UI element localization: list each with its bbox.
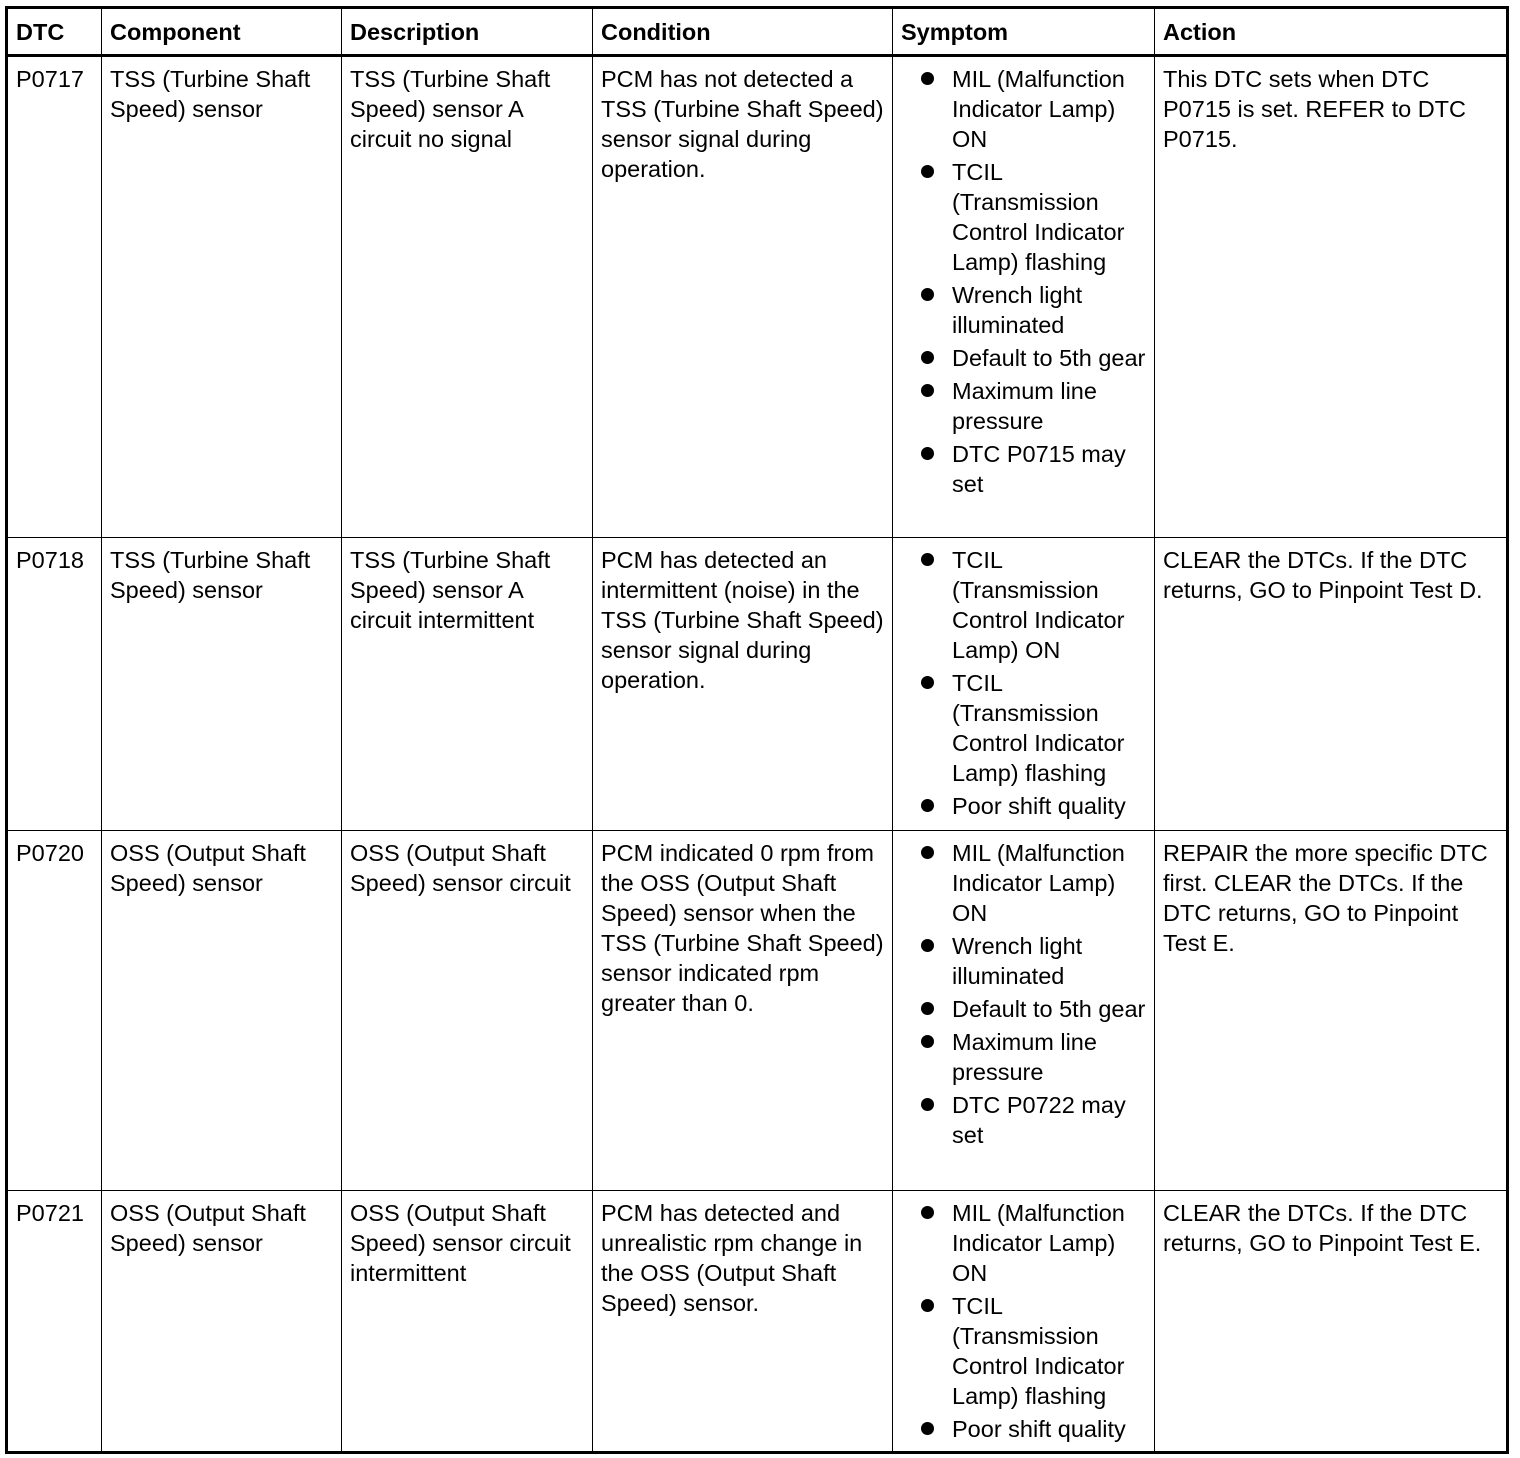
symptom-item	[901, 343, 1146, 373]
component-cell: OSS (Output Shaft Speed) sensor	[102, 831, 342, 1191]
dtc-table-container	[5, 6, 1509, 1454]
bullet-icon	[921, 165, 934, 178]
bullet-icon	[921, 799, 934, 812]
symptom-item	[901, 376, 1146, 436]
symptom-text: Maximum line pressure	[952, 1029, 1097, 1085]
symptom-text: Default to 5th gear	[952, 345, 1146, 371]
action-cell: REPAIR the more specific DTC first. CLEAR the DTCs. If the DTC returns, GO to Pinpoint Test E.	[1155, 831, 1508, 1191]
header-dtc: DTC	[7, 8, 102, 56]
symptom-item	[901, 439, 1146, 499]
header-symptom: Symptom	[893, 8, 1155, 56]
symptom-list	[901, 838, 1146, 1150]
symptom-cell	[893, 831, 1155, 1191]
component-cell: TSS (Turbine Shaft Speed) sensor	[102, 56, 342, 538]
symptom-item	[901, 64, 1146, 154]
symptom-item	[901, 280, 1146, 340]
symptom-text: MIL (Malfunction Indicator Lamp) ON	[952, 1200, 1125, 1286]
symptom-item	[901, 668, 1146, 788]
component-cell: TSS (Turbine Shaft Speed) sensor	[102, 538, 342, 831]
symptom-item	[901, 157, 1146, 277]
symptom-list	[901, 1198, 1146, 1444]
bullet-icon	[921, 1002, 934, 1015]
symptom-item	[901, 1291, 1146, 1411]
description-cell: OSS (Output Shaft Speed) sensor circuit	[342, 831, 593, 1191]
symptom-text: Poor shift quality	[952, 793, 1126, 819]
symptom-text: Default to 5th gear	[952, 996, 1146, 1022]
symptom-list	[901, 545, 1146, 821]
header-condition: Condition	[593, 8, 893, 56]
dtc-code: P0717	[7, 56, 102, 538]
symptom-text: TCIL (Transmission Control Indicator Lamp) flashing	[952, 159, 1125, 275]
symptom-item	[901, 545, 1146, 665]
bullet-icon	[921, 72, 934, 85]
symptom-item	[901, 1027, 1146, 1087]
bullet-icon	[921, 1035, 934, 1048]
symptom-cell	[893, 1191, 1155, 1453]
condition-cell: PCM indicated 0 rpm from the OSS (Output Shaft Speed) sensor when the TSS (Turbine Shaft Speed) sensor indicated rpm greater than 0.	[593, 831, 893, 1191]
symptom-item	[901, 791, 1146, 821]
header-row	[7, 8, 1508, 56]
action-cell: This DTC sets when DTC P0715 is set. REFER to DTC P0715.	[1155, 56, 1508, 538]
symptom-text: Maximum line pressure	[952, 378, 1097, 434]
symptom-text: MIL (Malfunction Indicator Lamp) ON	[952, 840, 1125, 926]
symptom-item	[901, 1198, 1146, 1288]
bullet-icon	[921, 351, 934, 364]
dtc-code: P0721	[7, 1191, 102, 1453]
bullet-icon	[921, 676, 934, 689]
bullet-icon	[921, 384, 934, 397]
table-row	[7, 1191, 1508, 1453]
symptom-cell	[893, 538, 1155, 831]
header-component: Component	[102, 8, 342, 56]
bullet-icon	[921, 939, 934, 952]
condition-cell: PCM has not detected a TSS (Turbine Shaft Speed) sensor signal during operation.	[593, 56, 893, 538]
dtc-code: P0718	[7, 538, 102, 831]
symptom-text: TCIL (Transmission Control Indicator Lamp) flashing	[952, 1293, 1125, 1409]
description-cell: TSS (Turbine Shaft Speed) sensor A circuit intermittent	[342, 538, 593, 831]
component-cell: OSS (Output Shaft Speed) sensor	[102, 1191, 342, 1453]
bullet-icon	[921, 553, 934, 566]
symptom-text: TCIL (Transmission Control Indicator Lamp) flashing	[952, 670, 1125, 786]
header-description: Description	[342, 8, 593, 56]
table-row	[7, 56, 1508, 538]
dtc-table	[5, 6, 1509, 1454]
header-action: Action	[1155, 8, 1508, 56]
action-cell: CLEAR the DTCs. If the DTC returns, GO to Pinpoint Test E.	[1155, 1191, 1508, 1453]
bullet-icon	[921, 288, 934, 301]
symptom-item	[901, 931, 1146, 991]
table-row	[7, 831, 1508, 1191]
symptom-text: MIL (Malfunction Indicator Lamp) ON	[952, 66, 1125, 152]
action-cell: CLEAR the DTCs. If the DTC returns, GO to Pinpoint Test D.	[1155, 538, 1508, 831]
symptom-item	[901, 1414, 1146, 1444]
bullet-icon	[921, 846, 934, 859]
symptom-text: DTC P0715 may set	[952, 441, 1126, 497]
symptom-text: Wrench light illuminated	[952, 282, 1083, 338]
symptom-text: Poor shift quality	[952, 1416, 1126, 1442]
symptom-text: Wrench light illuminated	[952, 933, 1083, 989]
condition-cell: PCM has detected and unrealistic rpm change in the OSS (Output Shaft Speed) sensor.	[593, 1191, 893, 1453]
dtc-code: P0720	[7, 831, 102, 1191]
bullet-icon	[921, 1299, 934, 1312]
symptom-item	[901, 994, 1146, 1024]
description-cell: TSS (Turbine Shaft Speed) sensor A circuit no signal	[342, 56, 593, 538]
table-row	[7, 538, 1508, 831]
symptom-text: TCIL (Transmission Control Indicator Lamp) ON	[952, 547, 1125, 663]
symptom-item	[901, 1090, 1146, 1150]
bullet-icon	[921, 447, 934, 460]
bullet-icon	[921, 1422, 934, 1435]
symptom-text: DTC P0722 may set	[952, 1092, 1126, 1148]
symptom-list	[901, 64, 1146, 499]
symptom-item	[901, 838, 1146, 928]
bullet-icon	[921, 1098, 934, 1111]
description-cell: OSS (Output Shaft Speed) sensor circuit intermittent	[342, 1191, 593, 1453]
symptom-cell	[893, 56, 1155, 538]
bullet-icon	[921, 1206, 934, 1219]
condition-cell: PCM has detected an intermittent (noise) in the TSS (Turbine Shaft Speed) sensor signal during operation.	[593, 538, 893, 831]
